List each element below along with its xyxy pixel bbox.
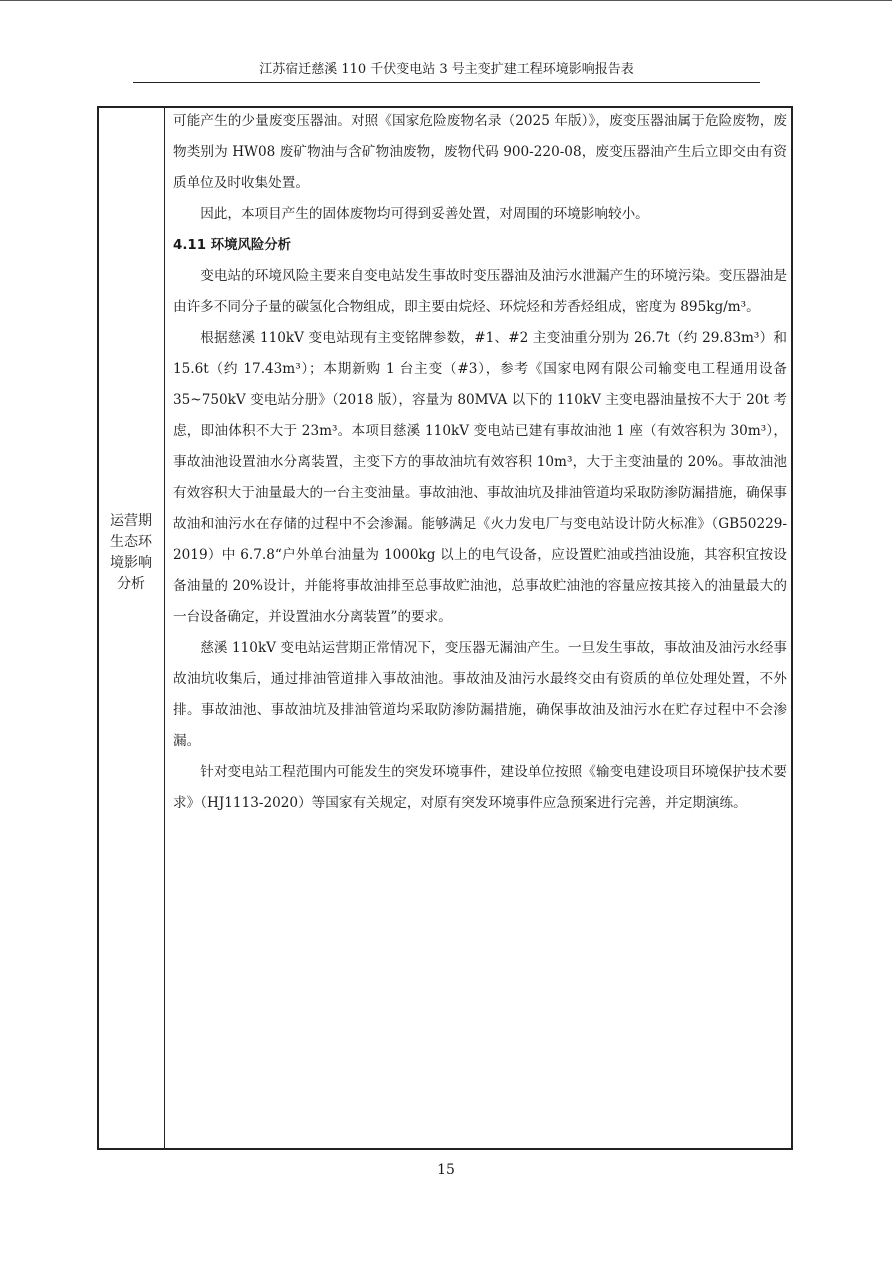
section-label-line: 分析 <box>117 576 145 592</box>
page-number: 15 <box>437 1162 455 1178</box>
section-label <box>99 511 163 595</box>
section-label-line: 生态环 <box>110 534 152 550</box>
page-header <box>133 60 760 83</box>
page-top-border <box>0 0 892 1</box>
document-title: 江苏宿迁慈溪 110 千伏变电站 3 号主变扩建工程环境影响报告表 <box>259 62 634 77</box>
paragraph-risk-source: 变电站的环境风险主要来自变电站发生事故时变压器油及油污水泄漏产生的环境污染。变压器油是由许多不同分子量的碳氢化合物组成，即主要由烷烃、环烷烃和芳香烃组成，密度为 895kg/m³。 <box>173 268 787 315</box>
paragraph-continued: 可能产生的少量废变压器油。对照《国家危险废物名录（2025 年版）》，废变压器油属于危险废物，废物类别为 HW08 废矿物油与含矿物油废物，废物代码 900-220-08，废变压器油产生后立即交由有资质单位及时收集处置。 <box>173 113 787 191</box>
paragraph-conclusion: 因此，本项目产生的固体废物均可得到妥善处置，对周围的环境影响较小。 <box>200 206 649 222</box>
section-label-cell <box>99 108 165 1148</box>
section-label-line: 境影响 <box>110 555 152 571</box>
section-heading: 4.11 环境风险分析 <box>173 238 292 253</box>
paragraph-operation: 慈溪 110kV 变电站运营期正常情况下，变压器无漏油产生。一旦发生事故，事故油及油污水经事故油坑收集后，通过排油管道排入事故油池。事故油及油污水最终交由有资质的单位处理处置，不外排。事故油池、事故油坑及排油管道均采取防渗防漏措施，确保事故油及油污水在贮存过程中不会渗漏。 <box>173 640 787 749</box>
section-label-line: 运营期 <box>110 513 152 529</box>
paragraph-emergency-plan: 针对变电站工程范围内可能发生的突发环境事件，建设单位按照《输变电建设项目环境保护技术要求》（HJ1113-2020）等国家有关规定，对原有突发环境事件应急预案进行完善，并定期演练。 <box>173 764 787 811</box>
report-table <box>97 106 793 1150</box>
paragraph-oil-parameters: 根据慈溪 110kV 变电站现有主变铭牌参数，#1、#2 主变油重分别为 26.7t（约 29.83m³）和 15.6t（约 17.43m³）；本期新购 1 台主变（#3），参考《国家电网有限公司输变电工程通用设备 35~750kV 变电站分册》（2018 版），容量为 80MVA 以下的 110kV 主变电器油量按不大于 20t 考虑，即油体积不大于 23m³。本项目慈溪 110kV 变电站已建有事故油池 1 座（有效容积为 30m³），事故油池设置油水分离装置，主变下方的事故油坑有效容积 10m³，大于主变油量的 20%。事故油池有效容积大于油量最大的一台主变油量。事故油池、事故油坑及排油管道均采取防渗防漏措施，确保事故油和油污水在存储的过程中不会渗漏。能够满足《火力发电厂与变电站设计防火标准》（GB50229-2019）中 6.7.8“户外单台油量为 1000kg 以上的电气设备，应设置贮油或挡油设施，其容积宜按设备油量的 20%设计，并能将事故油排至总事故贮油池，总事故贮油池的容量应按其接入的油量最大的一台设备确定，并设置油水分离装置”的要求。 <box>173 330 787 625</box>
section-content <box>173 108 787 819</box>
